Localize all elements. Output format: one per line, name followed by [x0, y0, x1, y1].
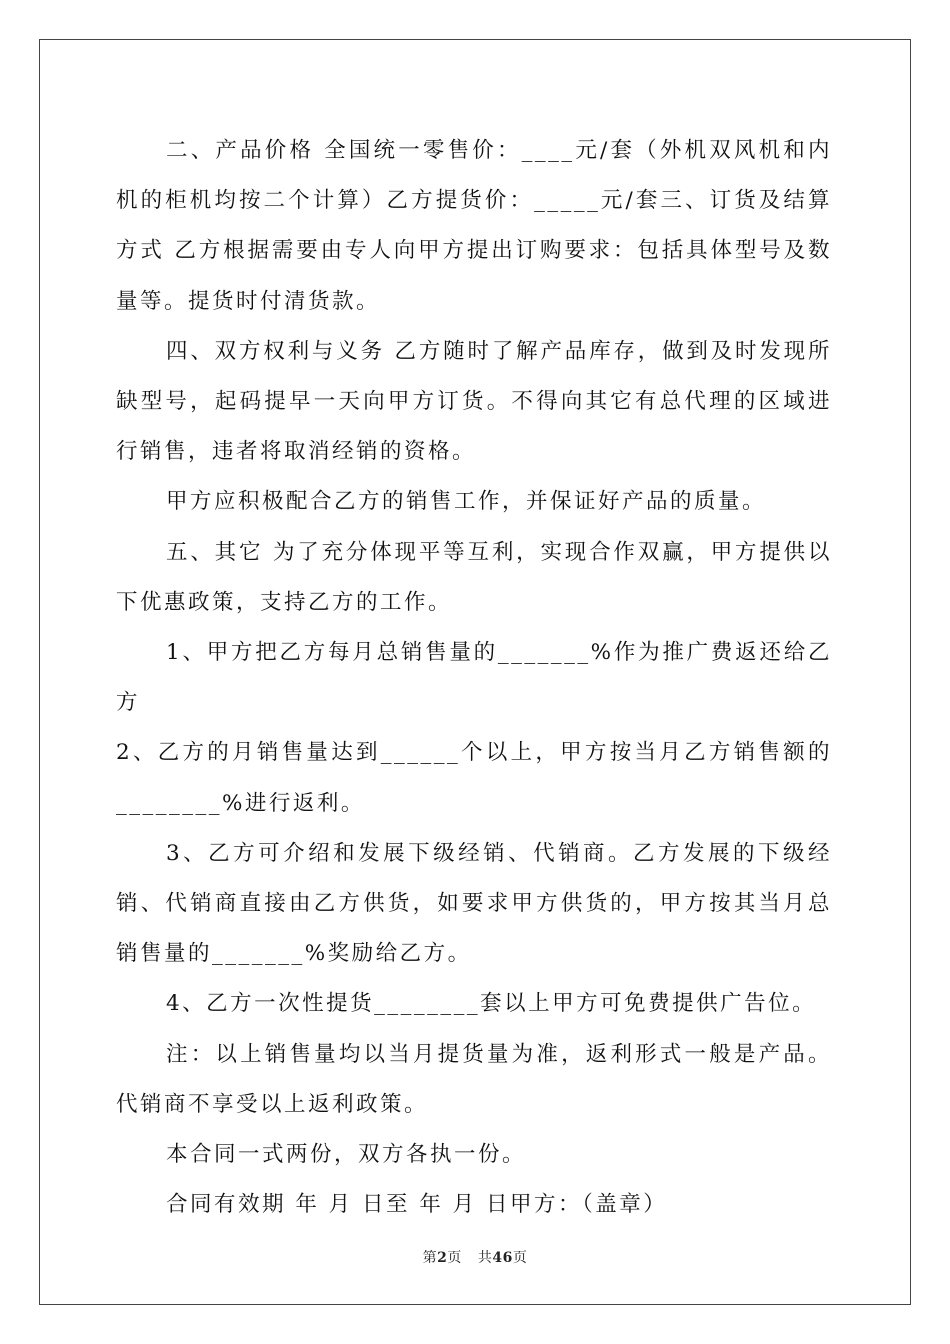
- footer-total-prefix: 共: [477, 1250, 493, 1266]
- paragraph-note: 注：以上销售量均以当月提货量为准，返利形式一般是产品。代销商不享受以上返利政策。: [116, 1041, 832, 1117]
- footer-total-pages: 46: [492, 1250, 513, 1266]
- footer-page-unit: 页: [447, 1250, 462, 1266]
- paragraph-validity-signature: 合同有效期 年 月 日至 年 月 日甲方：（盖章）: [166, 1192, 668, 1218]
- paragraph-clause-4: 4、乙方一次性提货________套以上甲方可免费提供广告位。: [166, 991, 817, 1017]
- paragraph-rights-obligations: 四、双方权利与义务 乙方随时了解产品库存，做到及时发现所缺型号，起码提早一天向甲方订货。不得向其它有总代理的区域进行销售，违者将取消经销的资格。: [116, 338, 832, 465]
- footer-page-number: 2: [437, 1250, 448, 1266]
- footer-total-unit: 页: [512, 1250, 528, 1266]
- paragraph-party-a-cooperation: 甲方应积极配合乙方的销售工作，并保证好产品的质量。: [166, 489, 767, 515]
- footer-page-prefix: 第: [422, 1250, 438, 1266]
- paragraph-clause-2: 2、乙方的月销售量达到______个以上，甲方按当月乙方销售额的________%进行返利。: [116, 740, 832, 816]
- paragraph-price-and-ordering: 二、产品价格 全国统一零售价：____元/套（外机双风机和内机的柜机均按二个计算）乙方提货价：_____元/套三、订货及结算方式 乙方根据需要由专人向甲方提出订购要求：包括具体型号及数量等。提货时付清货款。: [116, 138, 832, 314]
- document-body: [116, 126, 832, 1230]
- paragraph-clause-3: 3、乙方可介绍和发展下级经销、代销商。乙方发展的下级经销、代销商直接由乙方供货，如要求甲方供货的，甲方按其当月总销售量的_______%奖励给乙方。: [116, 840, 832, 967]
- paragraph-copies: 本合同一式两份，双方各执一份。: [166, 1142, 527, 1168]
- paragraph-other-terms: 五、其它 为了充分体现平等互利，实现合作双赢，甲方提供以下优惠政策，支持乙方的工作。: [116, 539, 832, 615]
- paragraph-clause-1: 1、甲方把乙方每月总销售量的_______%作为推广费返还给乙方: [116, 640, 832, 716]
- page-footer: [0, 1247, 950, 1267]
